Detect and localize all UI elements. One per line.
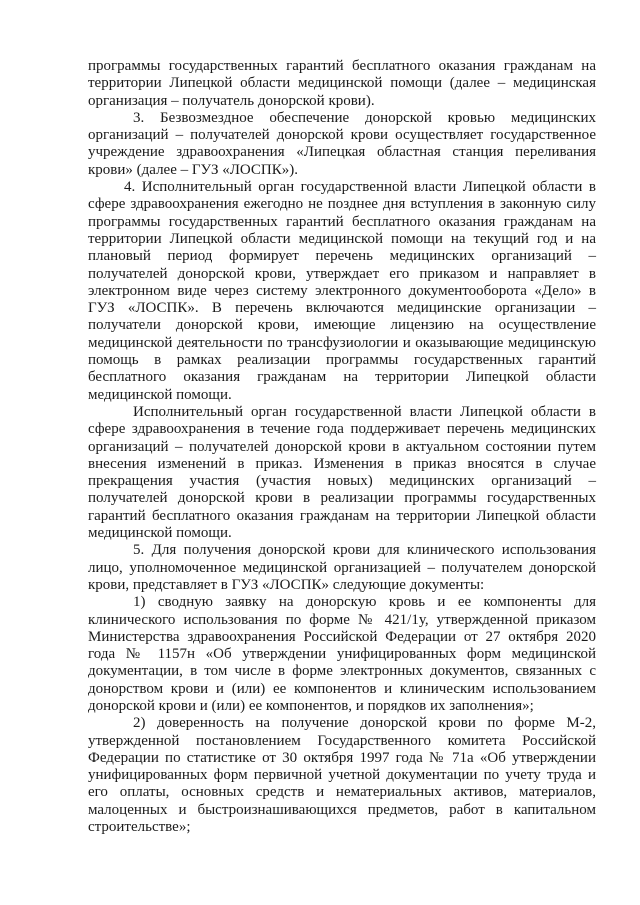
paragraph-continuation: программы государственных гарантий бесплатного оказания гражданам на территории Липецкой области медицинской помощи (далее – медицинская организация – получатель донорской крови). xyxy=(88,58,596,109)
paragraph-item-5: 5. Для получения донорской крови для клинического использования лицо, уполномоченное медицинской организацией – получателем донорской крови, представляет в ГУЗ «ЛОСПК» следующие документы: xyxy=(88,542,596,593)
document-page xyxy=(88,58,596,836)
paragraph-subitem-1: 1) сводную заявку на донорскую кровь и ее компоненты для клинического использования по форме № 421/1у, утвержденной приказом Министерства здравоохранения Российской Федерации от 27 октября 2020 года № 1157н «Об утверждении унифицированных форм медицинской документации, в том числе в форме электронных документов, связанных с донорством крови и (или) ее компонентов и клиническим использованием донорской крови и (или) ее компонентов, и порядков их заполнения»; xyxy=(88,594,596,714)
paragraph-subitem-2: 2) доверенность на получение донорской крови по форме М-2, утвержденной постановлением Государственного комитета Российской Федерации по статистике от 30 октября 1997 года № 71а «Об утверждении унифицированных форм первичной учетной документации по учету труда и его оплаты, основных средств и нематериальных активов, материалов, малоценных и быстроизнашивающихся предметов, работ в капитальном строительстве»; xyxy=(88,715,596,836)
paragraph-item-4: 4. Исполнительный орган государственной власти Липецкой области в сфере здравоохранения ежегодно не позднее дня вступления в законную силу программы государственных гарантий бесплатного оказания гражданам на территории Липецкой области медицинской помощи на текущий год и на плановый период формирует перечень медицинских организаций – получателей донорской крови, утверждает его приказом и направляет в электронном виде через систему электронного документооборота «Дело» в ГУЗ «ЛОСПК». В перечень включаются медицинские организации – получатели донорской крови, имеющие лицензию на осуществление медицинской деятельности по трансфузиологии и оказывающие медицинскую помощь в рамках реализации программы государственных гарантий бесплатного оказания гражданам на территории Липецкой области медицинской помощи. xyxy=(88,179,596,403)
paragraph-item-3: 3. Безвозмездное обеспечение донорской кровью медицинских организаций – получателей донорской крови осуществляет государственное учреждение здравоохранения «Липецкая областная станция переливания крови» (далее – ГУЗ «ЛОСПК»). xyxy=(88,109,596,178)
paragraph-item-4-cont: Исполнительный орган государственной власти Липецкой области в сфере здравоохранения в течение года поддерживает перечень медицинских организаций – получателей донорской крови в актуальном состоянии путем внесения изменений в приказ. Изменения в приказ вносятся в случае прекращения участия (участия новых) медицинских организаций – получателей донорской крови в реализации программы государственных гарантий бесплатного оказания гражданам на территории Липецкой области медицинской помощи. xyxy=(88,403,596,542)
